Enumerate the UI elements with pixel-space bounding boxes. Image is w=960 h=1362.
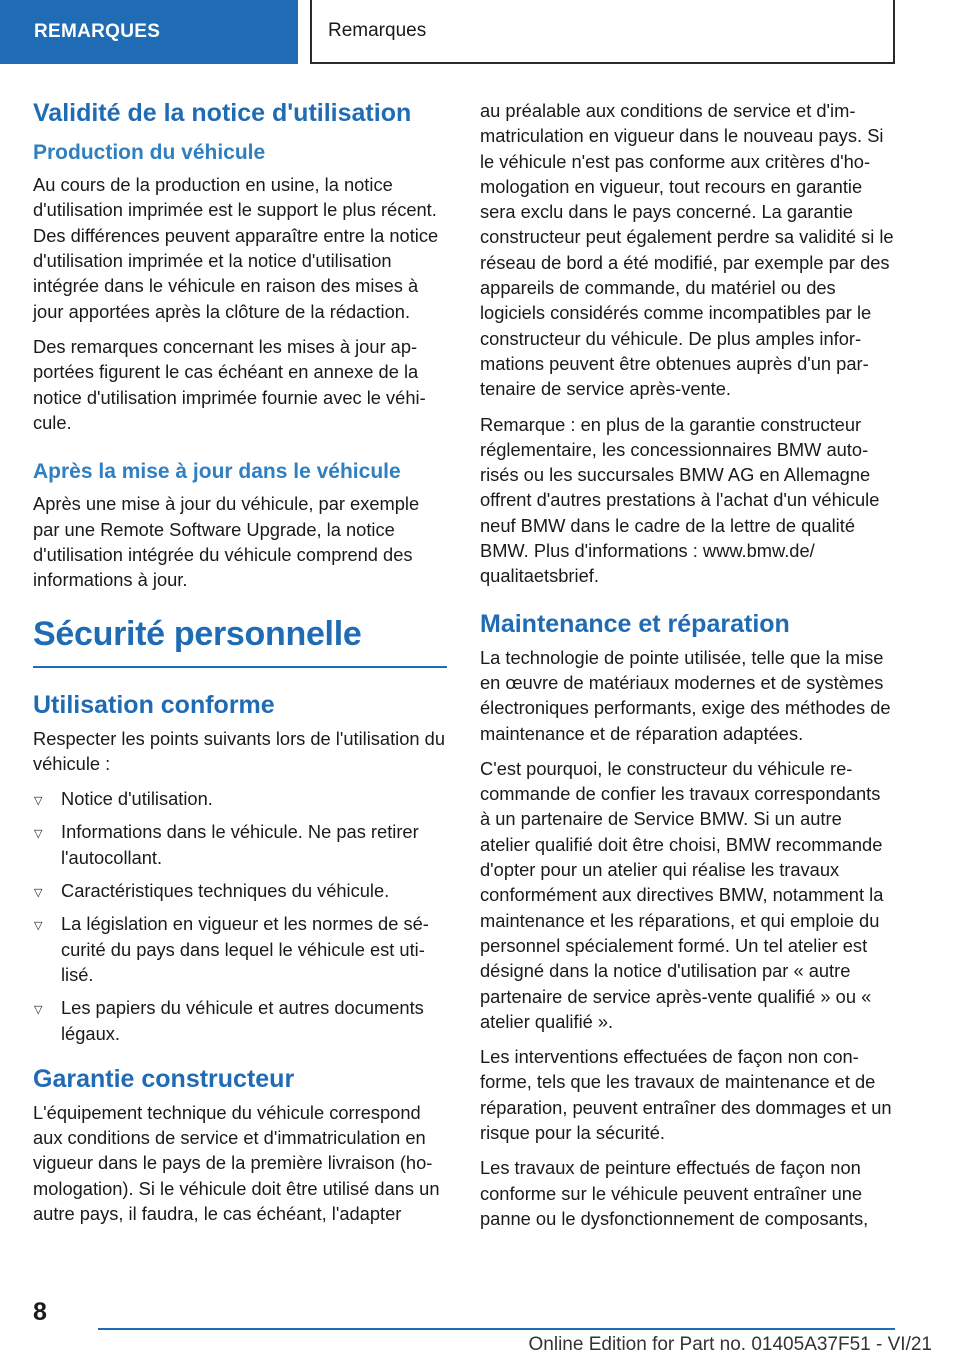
- heading-usage: Utilisation conforme: [33, 690, 275, 719]
- page-title: [310, 0, 895, 64]
- heading-warranty: Garantie constructeur: [33, 1064, 295, 1093]
- triangle-bullet-icon: ▽: [34, 795, 43, 808]
- right-column: [480, 98, 894, 1241]
- paragraph-warranty: L'équipement technique du véhicule correspond aux conditions de service et d'immatriculation en vigueur dans le pays de la première livraison (homologation). Si le véhicule doit être utilisé dans un autre pays, il faudra, le cas échéant, l'adapter: [33, 1101, 440, 1224]
- paragraph-after-update: Après une mise à jour du véhicule, par exemple par une Remote Software Upgrade, la notice d'utilisation intégrée du véhicule comprend des informations à jour.: [33, 493, 420, 591]
- page-number: 8: [33, 1298, 47, 1326]
- usage-list: [33, 786, 447, 1046]
- heading-maintenance: Maintenance et réparation: [480, 609, 790, 638]
- list-item: ▽ Caractéristiques techniques du véhicule.: [33, 878, 447, 903]
- paragraph-usage: Respecter les points suivants lors de l'utilisation du véhicule :: [33, 727, 445, 774]
- list-item: ▽ Informations dans le véhicule. Ne pas retirer l'autocollant.: [34, 821, 419, 868]
- paragraph-production-2: Des remarques concernant les mises à jour apportées figurent le cas échéant en annexe de la notice d'utilisation imprimée fournie avec le véhicule.: [33, 335, 426, 433]
- triangle-bullet-icon: ▽: [34, 920, 43, 933]
- triangle-bullet-icon: ▽: [34, 887, 43, 900]
- paragraph-maintenance-1: La technologie de pointe utilisée, telle que la mise en œuvre de matériaux modernes et de systèmes électroniques performants, exige des méthodes de maintenance et de réparation adaptées.: [480, 646, 891, 744]
- page-title-text: Remarques: [328, 20, 427, 41]
- heading-after-update: Après la mise à jour dans le véhicule: [33, 460, 401, 484]
- paragraph-maintenance-4: Les travaux de peinture effectués de façon non conforme sur le véhicule peuvent entraîner une panne ou le dysfonctionnement de composants,: [480, 1157, 869, 1229]
- section-tab[interactable]: REMARQUES: [0, 0, 298, 64]
- heading-validity: Validité de la notice d'utilisation: [33, 99, 412, 127]
- paragraph-maintenance-2: C'est pourquoi, le constructeur du véhicule recommande de confier les travaux correspondants à un partenaire de Service BMW. Si un autre atelier qualifié doit être choisi, BMW recommande d'opter pour un atelier qui réalise les travaux conformément aux directives BMW, notamment la maintenance et les réparations, et qui emploie du personnel spécialement formé. Un tel atelier est désigné dans la notice d'utilisation par « autre partenaire de service après-vente qualifié » ou « atelier qualifié ».: [480, 757, 884, 1032]
- triangle-bullet-icon: ▽: [34, 1004, 43, 1017]
- heading-production: Production du véhicule: [33, 141, 266, 164]
- footer-edition: Online Edition for Part no. 01405A37F51 - VI/21: [528, 1334, 932, 1355]
- left-column: [33, 98, 447, 1236]
- heading-security: Sécurité personnelle: [33, 615, 447, 668]
- paragraph-warranty-continued: au préalable aux conditions de service et d'immatriculation en vigueur dans le nouveau pays. Si le véhicule n'est pas conforme aux critères d'homologation en vigueur, tout recours en garantie sera exclu dans le pays concerné. La garantie constructeur peut également perdre sa validité si le réseau de bord a été modifié, par exemple par des appareils de commande, du matériel ou des logiciels considérés comme incompatibles par le constructeur du véhicule. De plus amples informations peuvent être obtenues auprès d'un partenaire de service après-vente.: [480, 100, 894, 400]
- list-item: ▽ Les papiers du véhicule et autres documents légaux.: [34, 997, 424, 1044]
- list-item: ▽ La législation en vigueur et les normes de sécurité du pays dans lequel le véhicule est utilisé.: [34, 913, 429, 985]
- paragraph-maintenance-3: Les interventions effectuées de façon non conforme, tels que les travaux de maintenance et de réparation, peuvent entraîner des dommages et un risque pour la sécurité.: [480, 1046, 892, 1143]
- paragraph-remark: Remarque : en plus de la garantie constructeur réglementaire, les concessionnaires BMW autorisés ou les succursales BMW AG en Allemagne offrent d'autres prestations à l'achat d'un véhicule neuf BMW dans le cadre de la lettre de qualité BMW. Plus d'informations : www.bmw.de/ qualitaetsbrief.: [480, 413, 880, 587]
- list-item: ▽ Notice d'utilisation.: [33, 786, 447, 811]
- paragraph-production-1: Au cours de la production en usine, la notice d'utilisation imprimée est le support le plus récent. Des différences peuvent apparaître entre la notice d'utilisation imprimée et la notice d'utilisation intégrée dans le véhicule en raison des mises à jour apportées après la clôture de la rédaction.: [33, 174, 439, 322]
- triangle-bullet-icon: ▽: [34, 828, 43, 841]
- footer-divider: [98, 1328, 895, 1330]
